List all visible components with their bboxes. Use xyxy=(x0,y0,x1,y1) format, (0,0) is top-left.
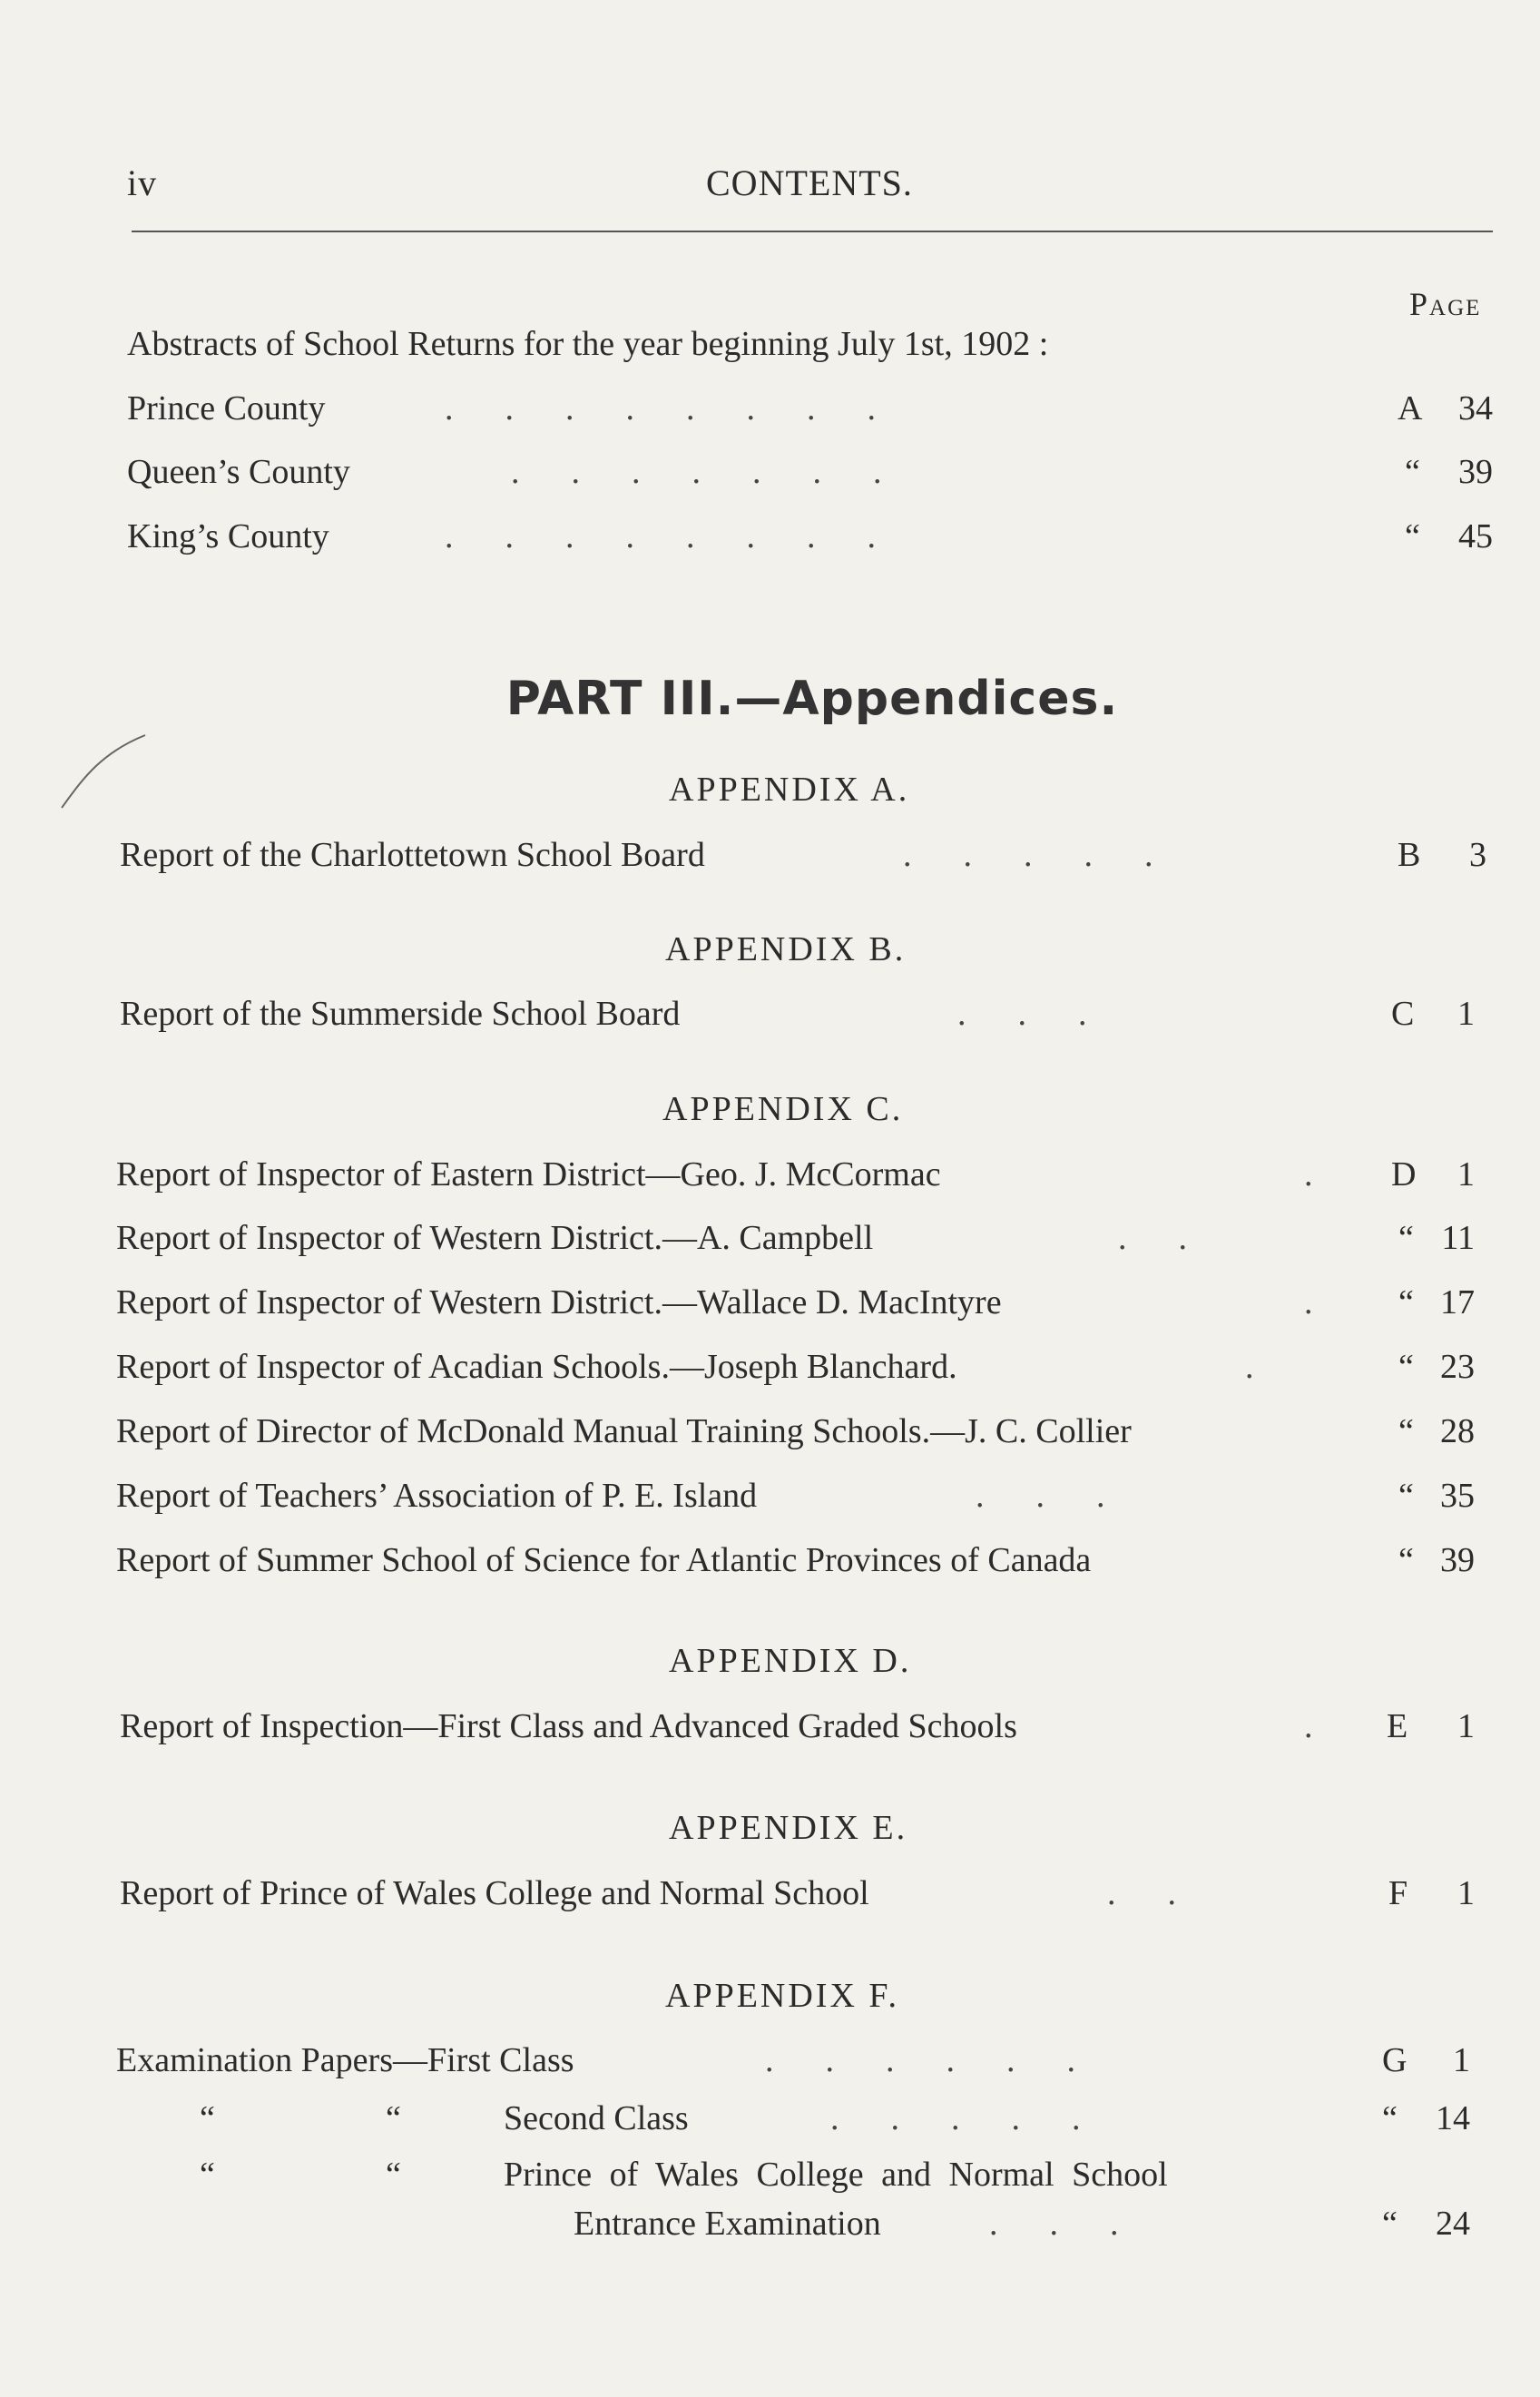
dot-leader: . . xyxy=(1118,1219,1187,1257)
toc-entry-label: Report of Summer School of Science for Atlantic Provinces of Canada xyxy=(116,1541,1092,1579)
dot-leader: . xyxy=(1304,1155,1313,1194)
toc-entry-letter: C xyxy=(1391,995,1415,1033)
dot-leader: . xyxy=(1304,1283,1313,1321)
dot-leader: . . . . . . . xyxy=(511,453,882,491)
dot-leader: . . . . . xyxy=(830,2099,1081,2137)
toc-entry-letter: “ xyxy=(1398,1219,1414,1257)
dot-leader: . . . xyxy=(976,1477,1105,1515)
toc-entry-label: Report of the Summerside School Board xyxy=(120,995,681,1033)
toc-entry-page: 17 xyxy=(1440,1283,1475,1321)
toc-entry-label: Prince County xyxy=(127,389,326,427)
part-title: PART III.—Appendices. xyxy=(505,672,1119,726)
page-column-label: Page xyxy=(1409,286,1482,322)
toc-entry-label: Report of Inspector of Western District.—A. Campbell xyxy=(116,1219,874,1257)
toc-entry-label: Report of Inspection—First Class and Advanced Graded Schools xyxy=(120,1707,1017,1745)
toc-entry-letter: F xyxy=(1388,1874,1408,1912)
dot-leader: . . . . . . . . xyxy=(445,517,876,555)
toc-entry-letter: “ xyxy=(1398,1412,1414,1450)
toc-entry-page: 39 xyxy=(1458,453,1493,491)
ditto-mark: “ xyxy=(200,2156,215,2194)
toc-entry-label: Report of Director of McDonald Manual Training Schools.—J. C. Collier xyxy=(116,1412,1132,1450)
dot-leader: . . . . . . xyxy=(765,2041,1075,2079)
dot-leader: . . . . . . . . xyxy=(445,389,876,427)
header-rule xyxy=(132,231,1493,232)
page-title: CONTENTS. xyxy=(706,162,913,203)
toc-entry-letter: “ xyxy=(1405,453,1420,491)
toc-entry-letter: “ xyxy=(1398,1283,1414,1321)
toc-entry-page: 11 xyxy=(1441,1219,1475,1257)
dot-leader: . . . xyxy=(989,2205,1119,2243)
toc-entry-page: 28 xyxy=(1440,1412,1475,1450)
toc-entry-page: 45 xyxy=(1458,517,1493,555)
toc-entry-page: 24 xyxy=(1436,2205,1470,2243)
toc-entry-letter: “ xyxy=(1382,2205,1398,2243)
toc-entry-page: 3 xyxy=(1469,836,1486,874)
appendix-heading: APPENDIX C. xyxy=(662,1090,904,1128)
toc-entry-letter: “ xyxy=(1398,1477,1414,1515)
ditto-mark: “ xyxy=(386,2156,401,2194)
toc-entry-label: Report of the Charlottetown School Board xyxy=(120,836,705,874)
toc-entry-page: 1 xyxy=(1457,1874,1475,1912)
ditto-mark: “ xyxy=(386,2099,401,2137)
page-number: iv xyxy=(127,162,158,203)
appendix-heading: APPENDIX D. xyxy=(669,1642,912,1680)
toc-entry-letter: “ xyxy=(1405,517,1420,555)
appendix-heading: APPENDIX A. xyxy=(669,771,910,809)
toc-entry-letter: E xyxy=(1387,1707,1408,1745)
abstracts-heading: Abstracts of School Returns for the year beginning July 1st, 1902 : xyxy=(127,325,1049,363)
toc-entry-page: 23 xyxy=(1440,1348,1475,1386)
appendix-heading: APPENDIX B. xyxy=(665,930,907,968)
toc-entry-label: Report of Prince of Wales College and Normal School xyxy=(120,1874,869,1912)
ditto-mark: “ xyxy=(200,2099,215,2137)
toc-entry-page: 39 xyxy=(1440,1541,1475,1579)
toc-entry-page: 1 xyxy=(1453,2041,1470,2079)
toc-entry-letter: G xyxy=(1382,2041,1408,2079)
pencil-mark xyxy=(54,726,154,817)
dot-leader: . xyxy=(1304,1707,1313,1745)
toc-entry-label: Report of Inspector of Acadian Schools.—Joseph Blanchard. xyxy=(116,1348,957,1386)
toc-entry-letter: “ xyxy=(1398,1541,1414,1579)
toc-entry-letter: B xyxy=(1398,836,1421,874)
toc-entry-page: 34 xyxy=(1458,389,1493,427)
toc-entry-label: Prince of Wales College and Normal School xyxy=(504,2156,1168,2194)
toc-entry-label: Report of Inspector of Western District.—Wallace D. MacIntyre xyxy=(116,1283,1002,1321)
toc-entry-label: Examination Papers—First Class xyxy=(116,2041,574,2079)
appendix-heading: APPENDIX E. xyxy=(669,1809,908,1847)
dot-leader: . . . . . xyxy=(903,836,1153,874)
toc-entry-label: King’s County xyxy=(127,517,329,555)
dot-leader: . . xyxy=(1107,1874,1176,1912)
toc-entry-label: Second Class xyxy=(504,2099,689,2137)
toc-entry-page: 14 xyxy=(1436,2099,1470,2137)
toc-entry-letter: D xyxy=(1391,1155,1417,1194)
dot-leader: . . . xyxy=(957,995,1087,1033)
toc-entry-page: 35 xyxy=(1440,1477,1475,1515)
toc-entry-page: 1 xyxy=(1457,1155,1475,1194)
toc-entry-letter: A xyxy=(1398,389,1423,427)
toc-entry-page: 1 xyxy=(1457,995,1475,1033)
appendix-heading: APPENDIX F. xyxy=(665,1977,899,2015)
toc-entry-label-continued: Entrance Examination xyxy=(574,2205,881,2243)
toc-entry-label: Queen’s County xyxy=(127,453,350,491)
toc-entry-page: 1 xyxy=(1457,1707,1475,1745)
dot-leader: . xyxy=(1245,1348,1254,1386)
toc-entry-letter: “ xyxy=(1382,2099,1398,2137)
toc-entry-label: Report of Inspector of Eastern District—Geo. J. McCormac xyxy=(116,1155,941,1194)
toc-entry-letter: “ xyxy=(1398,1348,1414,1386)
toc-entry-label: Report of Teachers’ Association of P. E. Island xyxy=(116,1477,758,1515)
